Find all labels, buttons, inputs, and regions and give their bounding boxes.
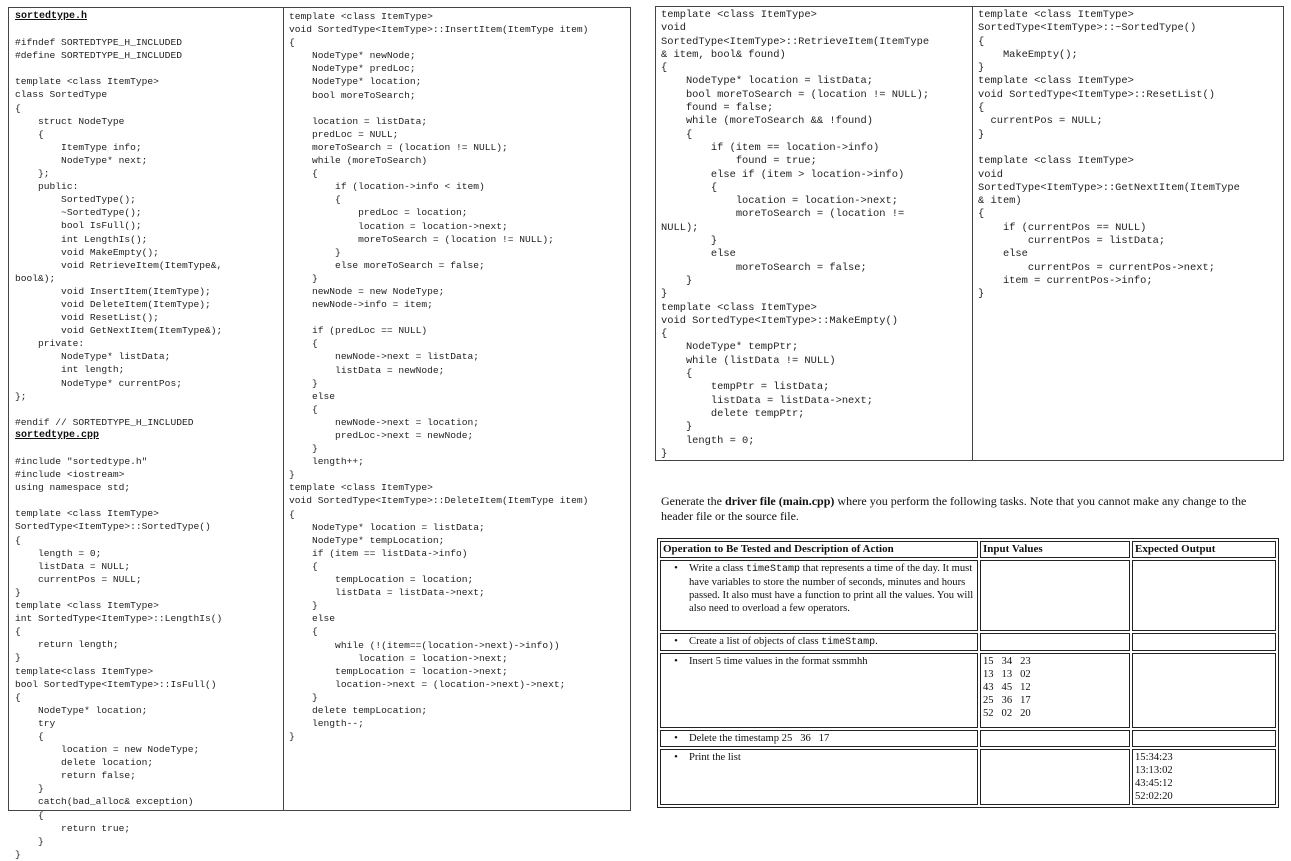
right-code-panel — [655, 6, 1284, 461]
output-value: 15:34:23 — [1135, 752, 1173, 763]
insert-delete-column — [289, 10, 629, 743]
instructions-prefix: Generate the — [661, 494, 725, 508]
header-expected-output: Expected Output — [1132, 541, 1276, 558]
input-value: 13 13 02 — [983, 669, 1031, 680]
source-file-code: #include "sortedtype.h" #include <iostream> using namespace std; template <class ItemType> SortedType<ItemType>::SortedType() { length = 0; listData = NULL; currentPos = NULL; } template <class ItemType> int SortedType<ItemType>::LengthIs() { return length; } template<class ItemType> bool SortedType<ItemType>::IsFull() { NodeType* location; try { location = new NodeType; delete location; return false; } catch(bad_alloc& exception) { return true; } } — [15, 456, 223, 860]
column-divider — [283, 8, 284, 810]
input-value: 52 02 20 — [983, 708, 1031, 719]
input-cell — [980, 633, 1130, 651]
output-cell — [1132, 653, 1276, 728]
operation-text: Insert 5 time values in the format ssmmhh — [689, 656, 868, 667]
operation-text: Print the list — [689, 752, 741, 763]
input-cell — [980, 730, 1130, 747]
input-cell — [980, 653, 1130, 728]
output-value: 52:02:20 — [1135, 791, 1173, 802]
left-code-panel — [8, 7, 631, 860]
op-text-part: . — [875, 636, 878, 647]
insert-delete-code: template <class ItemType> void SortedType<ItemType>::InsertItem(ItemType item) { NodeType* newNode; NodeType* predLoc; NodeType* location; bool moreToSearch; location = listData; predLoc = NULL; moreToSearch = (location != NULL); while (moreToSearch) { if (location->info < item) { predLoc = location; location = location->next; moreToSearch = (location != NULL); } else moreToSearch = false; } newNode = new NodeType; newNode->info = item; if (predLoc == NULL) { newNode->next = listData; listData = newNode; } else { newNode->next = location; predLoc->next = newNode; } length++; } template <class ItemType> void SortedType<ItemType>::DeleteItem(ItemType item) { NodeType* location = listData; NodeType* tempLocation; if (item == listData->info) { tempLocation = location; listData = listData->next; } else { while (!(item==(location->next)->info)) location = location->next; tempLocation = location->next; location->next = (location->next)->next; } delete tempLocation; length--; } — [289, 11, 589, 743]
output-cell — [1132, 749, 1276, 805]
table-row — [660, 730, 1276, 747]
operation-text — [689, 562, 975, 615]
op-text-part: Create a list of objects of class — [689, 636, 822, 647]
class-name-code: timeStamp — [821, 637, 876, 648]
table-row — [660, 749, 1276, 805]
header-file-code: #ifndef SORTEDTYPE_H_INCLUDED #define SORTEDTYPE_H_INCLUDED template <class ItemType> class SortedType { struct NodeType { ItemType info; NodeType* next; }; public: SortedType(); ~SortedType(); bool IsFull(); int LengthIs(); void MakeEmpty(); void RetrieveItem(ItemType&, bool&); void InsertItem(ItemType); void DeleteItem(ItemType); void ResetList(); void GetNextItem(ItemType&); private: NodeType* listData; int length; NodeType* currentPos; }; #endif // SORTEDTYPE_H_INCLUDED — [15, 37, 223, 428]
input-value: 43 45 12 — [983, 682, 1031, 693]
input-cell — [980, 749, 1130, 805]
retrieve-makeempty-column — [661, 9, 971, 461]
table-header-row — [660, 541, 1276, 558]
bullet: • — [674, 656, 678, 667]
output-value: 13:13:02 — [1135, 765, 1173, 776]
task-instructions — [661, 494, 1281, 524]
table-row — [660, 653, 1276, 728]
operation-cell — [660, 730, 978, 747]
bullet: • — [674, 636, 678, 647]
operation-cell — [660, 749, 978, 805]
operation-text — [689, 635, 878, 649]
input-value: 15 34 23 — [983, 656, 1031, 667]
input-cell — [980, 560, 1130, 631]
header-operation: Operation to Be Tested and Description of Action — [660, 541, 978, 558]
destructor-reset-getnext-code: template <class ItemType> SortedType<ItemType>::~SortedType() { MakeEmpty(); } template <class ItemType> void SortedType<ItemType>::ResetList() { currentPos = NULL; } template <class ItemType> void SortedType<ItemType>::GetNextItem(ItemType & item) { if (currentPos == NULL) currentPos = listData; else currentPos = currentPos->next; item = currentPos->info; } — [978, 9, 1240, 301]
class-name-code: timeStamp — [745, 564, 800, 575]
output-value: 43:45:12 — [1135, 778, 1173, 789]
bullet: • — [674, 733, 678, 744]
operation-text: Delete the timestamp 25 36 17 — [689, 733, 830, 744]
input-value: 25 36 17 — [983, 695, 1031, 706]
output-cell — [1132, 633, 1276, 651]
retrieve-makeempty-code: template <class ItemType> void SortedType<ItemType>::RetrieveItem(ItemType & item, bool& found) { NodeType* location = listData; bool moreToSearch = (location != NULL); found = false; while (moreToSearch && !found) { if (item == location->info) found = true; else if (item > location->info) { location = location->next; moreToSearch = (location != NULL); } else moreToSearch = false; } } template <class ItemType> void SortedType<ItemType>::MakeEmpty() { NodeType* tempPtr; while (listData != NULL) { tempPtr = listData; listData = listData->next; delete tempPtr; } length = 0; } — [661, 9, 930, 460]
output-cell — [1132, 560, 1276, 631]
column-divider — [972, 7, 973, 460]
op-text-part: that represents a time of the day. It must have variables to store the number of seconds, minutes and hours passed. It also must have a function to print all the values. You will also need to overload a few operators. — [689, 563, 974, 614]
instructions-suffix: where you perform the following tasks. Note that you cannot make any change to the header file or the source file. — [661, 494, 1247, 523]
destructor-reset-getnext-column — [978, 9, 1283, 302]
header-file-title: sortedtype.h — [15, 11, 88, 22]
operation-cell — [660, 653, 978, 728]
bullet: • — [674, 563, 678, 574]
header-input-values: Input Values — [980, 541, 1130, 558]
output-cell — [1132, 730, 1276, 747]
operation-cell — [660, 633, 978, 651]
instructions-driver-file: driver file (main.cpp) — [724, 494, 835, 508]
table-row — [660, 560, 1276, 631]
operation-cell — [660, 560, 978, 631]
header-file-column — [15, 10, 281, 861]
source-file-title: sortedtype.cpp — [15, 429, 100, 441]
bullet: • — [674, 752, 678, 763]
op-text-part: Write a class — [689, 563, 746, 574]
test-operations-table — [657, 538, 1279, 808]
table-row — [660, 633, 1276, 651]
